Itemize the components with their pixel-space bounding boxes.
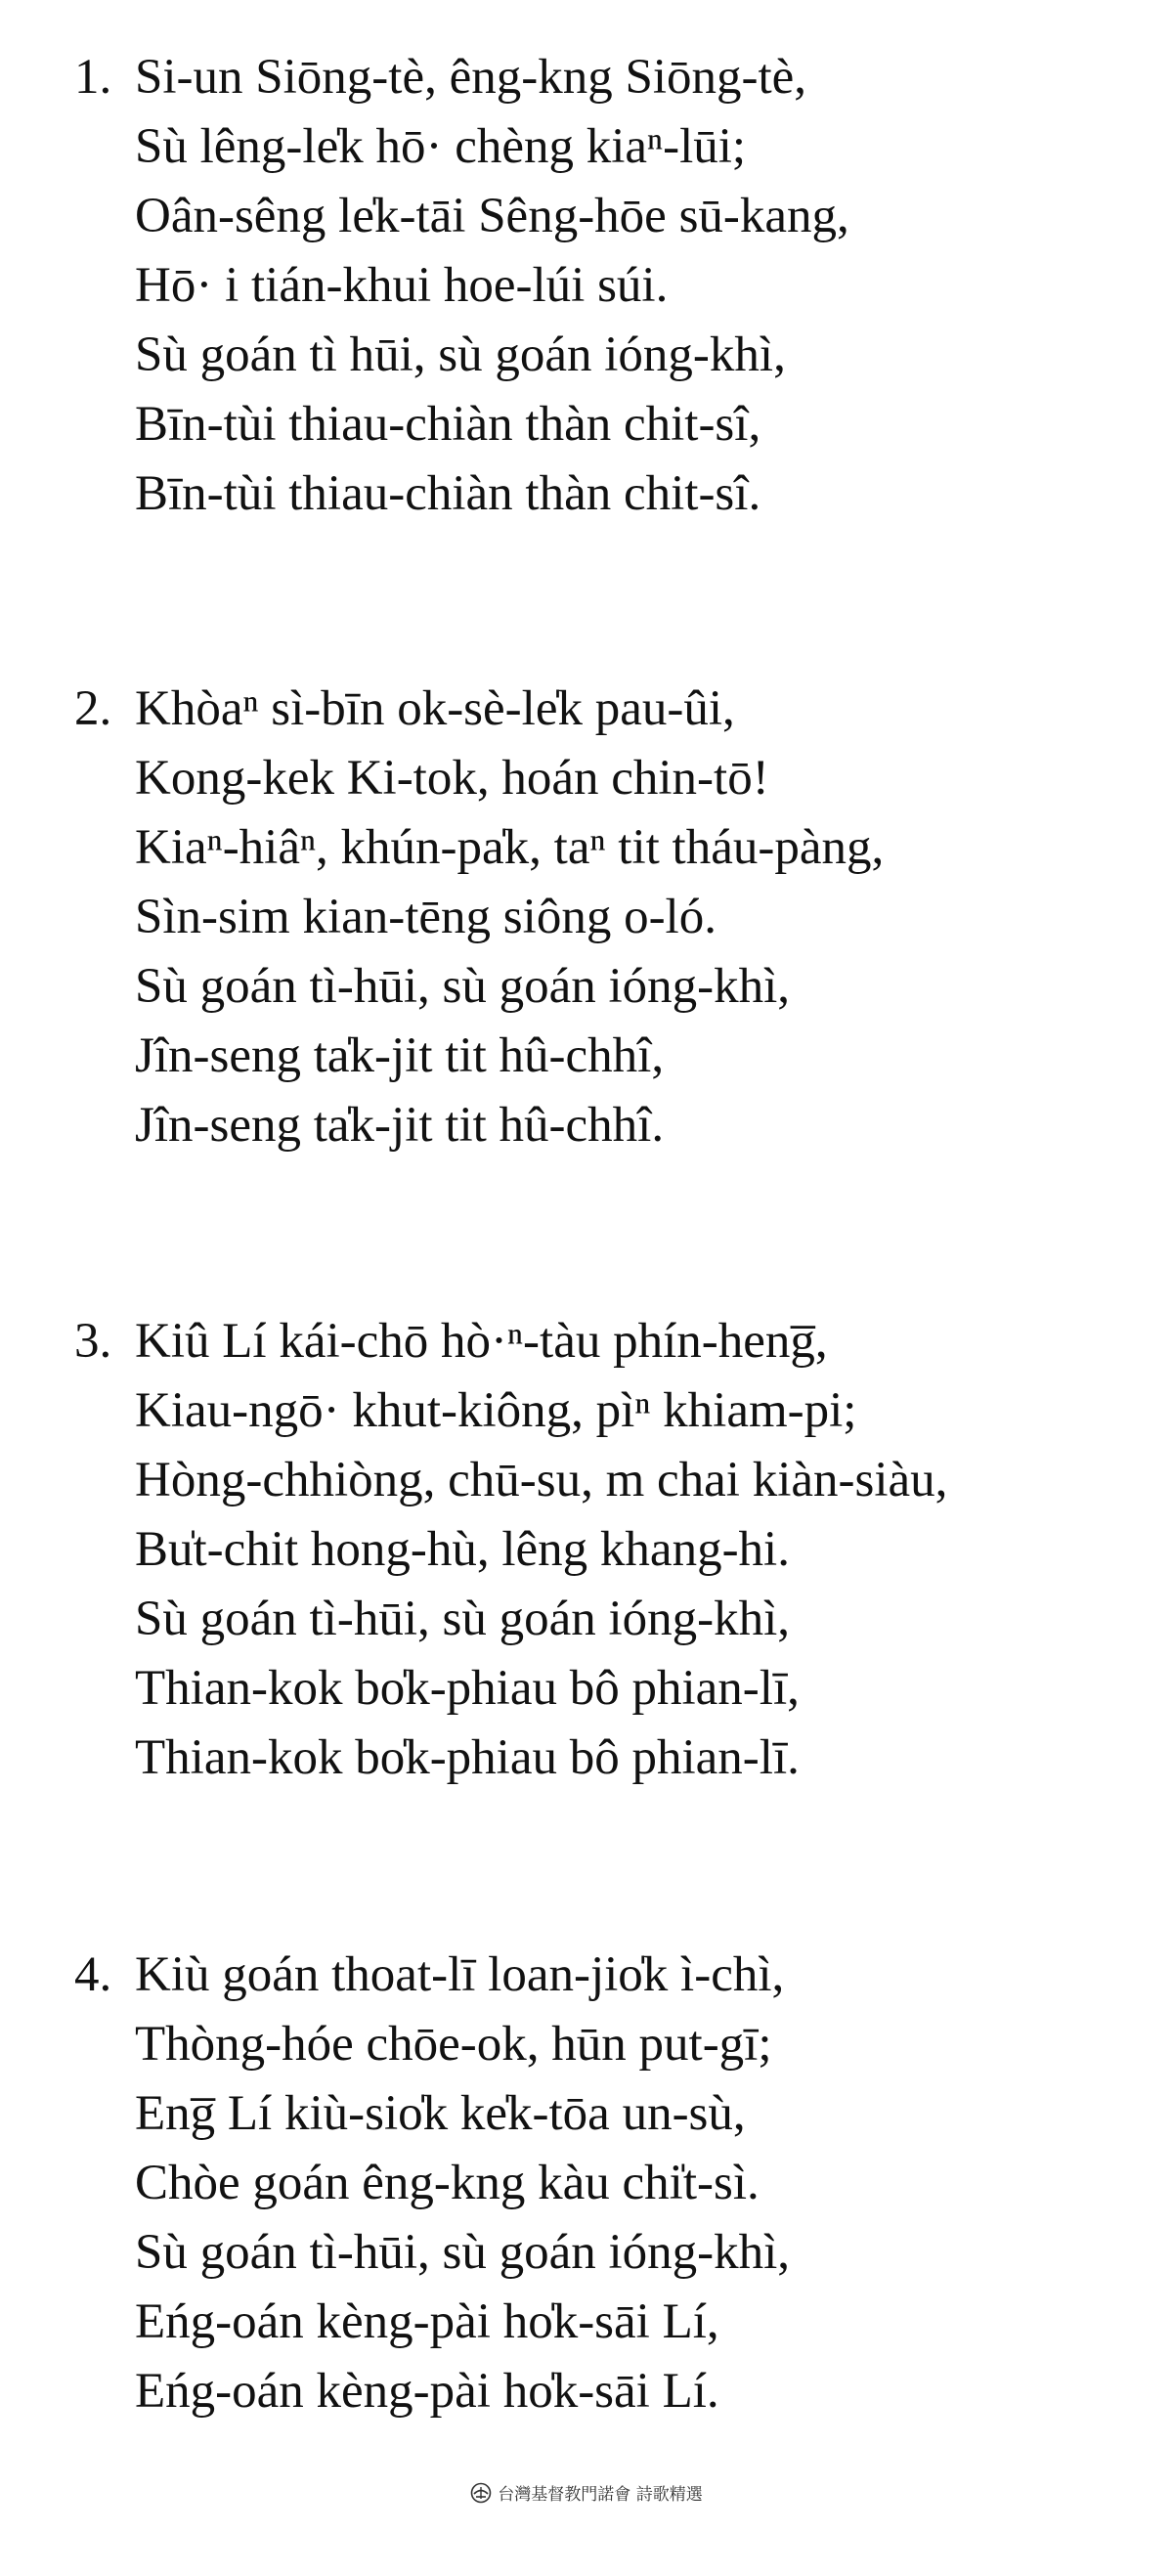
lyric-text: Kiû Lí kái-chō hò·ⁿ-tàu phín-heng̅,	[135, 1314, 828, 1369]
stanza-2	[74, 675, 1159, 1160]
stanza-line	[74, 1376, 1159, 1446]
stanza-line	[74, 2079, 1159, 2149]
stanza-number: 1.	[74, 50, 112, 105]
lyric-text: Khòaⁿ sì-bīn ok-sè-le̍k pau-ûi,	[135, 681, 735, 736]
stanza-line	[74, 112, 1159, 182]
stanza-line	[74, 2288, 1159, 2357]
stanza-line	[74, 813, 1159, 883]
lyric-text: Sìn-sim kian-tēng siông o-ló.	[135, 890, 717, 944]
stanza-1	[74, 43, 1159, 529]
stanza-line	[74, 883, 1159, 952]
stanza-number: 3.	[74, 1314, 112, 1369]
stanza-line	[74, 675, 1159, 744]
lyric-text: Si-un Siōng-tè, êng-kng Siōng-tè,	[135, 50, 807, 105]
lyric-text: Thian-kok bo̍k-phiau bô phian-lī,	[135, 1661, 800, 1716]
lyric-text: Bu̍t-chit hong-hù, lêng khang-hi.	[135, 1522, 790, 1577]
stanza-line	[74, 1585, 1159, 1654]
stanza-line	[74, 1654, 1159, 1724]
footer-text: 台灣基督教門諾會 詩歌精選	[498, 2485, 703, 2505]
stanza-line	[74, 744, 1159, 813]
stanza-line	[74, 2218, 1159, 2288]
lyric-text: Kiù goán thoat-lī loan-jio̍k ì-chì,	[135, 1947, 785, 2002]
lyric-text: Kong-kek Ki-tok, hoán chin-tō!	[135, 751, 769, 806]
stanza-line	[74, 43, 1159, 112]
lyric-text: Sù goán tì hūi, sù goán ióng-khì,	[135, 327, 786, 382]
lyric-text: Sù goán tì-hūi, sù goán ióng-khì,	[135, 959, 791, 1014]
stanza-number: 2.	[74, 681, 112, 736]
stanza-line	[74, 1307, 1159, 1376]
lyric-text: Hòng-chhiòng, chū-su, m chai kiàn-siàu,	[135, 1453, 948, 1507]
lyric-text: Sù lêng-le̍k hō· chèng kiaⁿ-lūi;	[135, 119, 747, 174]
stanza-number: 4.	[74, 1947, 112, 2002]
stanza-line	[74, 1515, 1159, 1585]
lyric-text: Jîn-seng ta̍k-jit tit hû-chhî,	[135, 1028, 665, 1083]
stanza-line	[74, 1446, 1159, 1515]
lyric-text: Bīn-tùi thiau-chiàn thàn chit-sî.	[135, 466, 761, 521]
stanza-line	[74, 2010, 1159, 2079]
lyric-text: Sù goán tì-hūi, sù goán ióng-khì,	[135, 1592, 791, 1646]
lyric-text: Kiaⁿ-hiâⁿ, khún-pa̍k, taⁿ tit tháu-pàng,	[135, 820, 885, 875]
lyric-text: Jîn-seng ta̍k-jit tit hû-chhî.	[135, 1098, 665, 1153]
stanza-line	[74, 1724, 1159, 1793]
church-logo-icon	[470, 2482, 492, 2504]
stanza-line	[74, 459, 1159, 529]
lyric-text: Thòng-hóe chōe-ok, hūn put-gī;	[135, 2017, 772, 2072]
lyric-text: Thian-kok bo̍k-phiau bô phian-lī.	[135, 1730, 800, 1785]
lyric-text: Hō· i tián-khui hoe-lúi súi.	[135, 258, 669, 313]
lyric-text: Chòe goán êng-kng kàu chi̍t-sì.	[135, 2156, 760, 2210]
stanza-line	[74, 1091, 1159, 1160]
lyric-text: Kiau-ngō· khut-kiông, pìⁿ khiam-pi;	[135, 1383, 857, 1438]
stanza-line	[74, 321, 1159, 390]
stanza-line	[74, 1022, 1159, 1091]
lyric-text: Eng̅ Lí kiù-sio̍k ke̍k-tōa un-sù,	[135, 2086, 746, 2141]
stanza-4	[74, 1941, 1159, 2426]
stanza-line	[74, 1941, 1159, 2010]
stanza-line	[74, 952, 1159, 1022]
stanza-line	[74, 182, 1159, 251]
lyric-text: Oân-sêng le̍k-tāi Sêng-hōe sū-kang,	[135, 189, 849, 243]
stanza-line	[74, 2357, 1159, 2426]
lyric-text: Sù goán tì-hūi, sù goán ióng-khì,	[135, 2225, 791, 2280]
stanza-line	[74, 251, 1159, 321]
footer	[0, 2480, 1173, 2505]
lyric-text: Bīn-tùi thiau-chiàn thàn chit-sî,	[135, 397, 761, 452]
lyric-text: Eńg-oán kèng-pài ho̍k-sāi Lí.	[135, 2364, 719, 2419]
lyric-text: Eńg-oán kèng-pài ho̍k-sāi Lí,	[135, 2294, 719, 2349]
stanza-line	[74, 390, 1159, 459]
stanza-line	[74, 2149, 1159, 2218]
stanza-3	[74, 1307, 1159, 1793]
